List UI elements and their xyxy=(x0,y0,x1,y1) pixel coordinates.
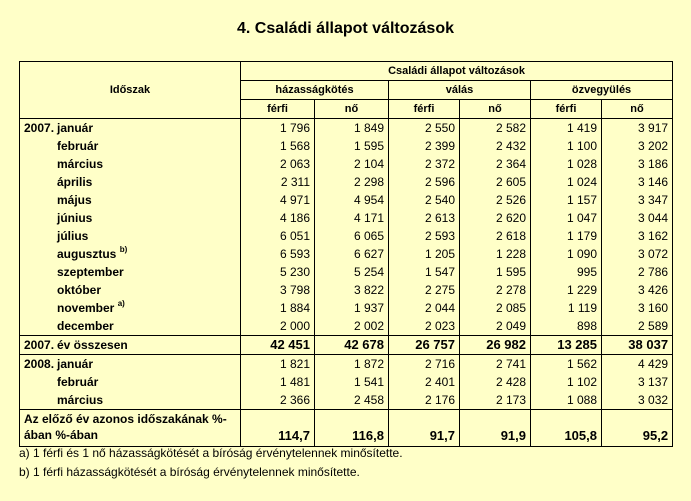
table-cell: 91,9 xyxy=(460,410,531,447)
row-label xyxy=(20,209,241,227)
table-row xyxy=(20,391,673,410)
table-cell: 3 044 xyxy=(602,209,673,227)
table-cell: 3 162 xyxy=(602,227,673,245)
table-cell: 2 176 xyxy=(389,391,460,410)
row-month: március xyxy=(57,393,104,407)
table-cell: 1 562 xyxy=(531,355,602,374)
row-month: március xyxy=(57,157,104,171)
table-row xyxy=(20,355,673,374)
table-row xyxy=(20,263,673,281)
row-label xyxy=(20,263,241,281)
table-cell: 2 063 xyxy=(241,155,315,173)
row-month: június xyxy=(57,211,93,225)
table-cell: 1 205 xyxy=(389,245,460,263)
row-label xyxy=(20,317,241,336)
sex-header: férfi xyxy=(531,100,602,119)
table-cell: 3 426 xyxy=(602,281,673,299)
table-row xyxy=(20,191,673,209)
table-row xyxy=(20,155,673,173)
table-cell: 2 593 xyxy=(389,227,460,245)
table-cell: 1 595 xyxy=(460,263,531,281)
table-cell: 91,7 xyxy=(389,410,460,447)
table-cell: 1 481 xyxy=(241,373,315,391)
table-row xyxy=(20,119,673,138)
row-label xyxy=(20,391,241,410)
table-cell: 5 230 xyxy=(241,263,315,281)
table-cell: 1 047 xyxy=(531,209,602,227)
table-cell: 3 202 xyxy=(602,137,673,155)
table-cell: 1 541 xyxy=(315,373,389,391)
sex-header: nő xyxy=(460,100,531,119)
row-month: május xyxy=(57,193,92,207)
row-label xyxy=(20,227,241,245)
footnotes xyxy=(19,444,403,482)
table-cell: 2 596 xyxy=(389,173,460,191)
row-month: január xyxy=(57,121,94,135)
sex-header: nő xyxy=(315,100,389,119)
table-cell: 5 254 xyxy=(315,263,389,281)
table-cell: 26 982 xyxy=(460,336,531,355)
table-cell: 1 228 xyxy=(460,245,531,263)
table-cell: 13 285 xyxy=(531,336,602,355)
table-cell: 2 104 xyxy=(315,155,389,173)
row-label xyxy=(20,155,241,173)
sex-header: nő xyxy=(602,100,673,119)
footnote-b: b) 1 férfi házasságkötését a bíróság érvénytelennek minősítette. xyxy=(19,465,360,479)
table-cell: 3 137 xyxy=(602,373,673,391)
table-cell: 1 547 xyxy=(389,263,460,281)
footnote-marker: a) xyxy=(117,299,125,308)
table-cell: 2 613 xyxy=(389,209,460,227)
table-cell: 1 849 xyxy=(315,119,389,138)
footnote-a: a) 1 férfi és 1 nő házasságkötését a bíróság érvénytelennek minősítette. xyxy=(19,446,403,460)
row-year: 2007. xyxy=(24,338,55,352)
table-cell: 2 428 xyxy=(460,373,531,391)
table-cell: 1 088 xyxy=(531,391,602,410)
table-cell: 26 757 xyxy=(389,336,460,355)
row-label xyxy=(20,245,241,263)
category-header-widowhood: özvegyülés xyxy=(531,81,673,100)
table-cell: 1 102 xyxy=(531,373,602,391)
category-header-divorce: válás xyxy=(389,81,531,100)
table-cell: 2 605 xyxy=(460,173,531,191)
table-cell: 95,2 xyxy=(602,410,673,447)
row-month: április xyxy=(57,175,93,189)
table-cell: 1 119 xyxy=(531,299,602,317)
table-cell: 2 298 xyxy=(315,173,389,191)
table-cell: 6 051 xyxy=(241,227,315,245)
marital-status-table xyxy=(19,61,673,447)
category-header-marriage: házasságkötés xyxy=(241,81,389,100)
row-month: február xyxy=(57,139,99,153)
row-label xyxy=(20,281,241,299)
table-row xyxy=(20,410,673,447)
row-label xyxy=(20,173,241,191)
table-cell: 1 884 xyxy=(241,299,315,317)
row-year: 2008. xyxy=(24,357,55,371)
table-cell: 4 954 xyxy=(315,191,389,209)
table-row xyxy=(20,336,673,355)
table-cell: 2 526 xyxy=(460,191,531,209)
table-cell: 2 540 xyxy=(389,191,460,209)
table-cell: 2 311 xyxy=(241,173,315,191)
table-cell: 2 618 xyxy=(460,227,531,245)
table-row xyxy=(20,317,673,336)
group-header: Családi állapot változások xyxy=(241,62,673,81)
table-cell: 116,8 xyxy=(315,410,389,447)
table-cell: 3 072 xyxy=(602,245,673,263)
table-cell: 1 595 xyxy=(315,137,389,155)
table-cell: 6 065 xyxy=(315,227,389,245)
table-cell: 2 550 xyxy=(389,119,460,138)
table-cell: 4 171 xyxy=(315,209,389,227)
pct-row-label: Az előző év azonos időszakának %-ában %-ában xyxy=(20,410,241,447)
table-cell: 3 186 xyxy=(602,155,673,173)
table-cell: 6 593 xyxy=(241,245,315,263)
table-cell: 1 937 xyxy=(315,299,389,317)
table-cell: 2 002 xyxy=(315,317,389,336)
row-month: augusztus xyxy=(57,247,117,261)
table-cell: 105,8 xyxy=(531,410,602,447)
table-cell: 2 786 xyxy=(602,263,673,281)
table-row xyxy=(20,373,673,391)
table-cell: 4 186 xyxy=(241,209,315,227)
table-cell: 1 229 xyxy=(531,281,602,299)
table-cell: 2 399 xyxy=(389,137,460,155)
row-label xyxy=(20,355,241,374)
table-row xyxy=(20,137,673,155)
sex-header: férfi xyxy=(389,100,460,119)
table-cell: 2 372 xyxy=(389,155,460,173)
table-cell: 1 872 xyxy=(315,355,389,374)
row-month: szeptember xyxy=(57,265,124,279)
table-cell: 3 160 xyxy=(602,299,673,317)
footnote-marker: b) xyxy=(119,245,128,254)
table-cell: 38 037 xyxy=(602,336,673,355)
table-row xyxy=(20,173,673,191)
table-cell: 2 620 xyxy=(460,209,531,227)
table-cell: 2 173 xyxy=(460,391,531,410)
row-month: január xyxy=(57,357,94,371)
table-cell: 1 157 xyxy=(531,191,602,209)
table-cell: 4 429 xyxy=(602,355,673,374)
row-label xyxy=(20,336,241,355)
table-cell: 2 366 xyxy=(241,391,315,410)
table-cell: 3 798 xyxy=(241,281,315,299)
row-month: november xyxy=(57,301,115,315)
table-cell: 1 090 xyxy=(531,245,602,263)
table-cell: 2 085 xyxy=(460,299,531,317)
table-cell: 2 364 xyxy=(460,155,531,173)
table-cell: 114,7 xyxy=(241,410,315,447)
table-row xyxy=(20,227,673,245)
table-cell: 1 568 xyxy=(241,137,315,155)
table-cell: 2 589 xyxy=(602,317,673,336)
table-cell: 3 347 xyxy=(602,191,673,209)
sex-header: férfi xyxy=(241,100,315,119)
row-month: október xyxy=(57,283,102,297)
row-label xyxy=(20,373,241,391)
table-cell: 4 971 xyxy=(241,191,315,209)
table-cell: 2 275 xyxy=(389,281,460,299)
table-cell: 898 xyxy=(531,317,602,336)
table-cell: 2 023 xyxy=(389,317,460,336)
row-label xyxy=(20,191,241,209)
row-month: év összesen xyxy=(57,338,128,352)
table-row xyxy=(20,245,673,263)
table-cell: 1 028 xyxy=(531,155,602,173)
row-label xyxy=(20,119,241,138)
table-cell: 3 032 xyxy=(602,391,673,410)
row-month: december xyxy=(57,319,114,333)
table-row xyxy=(20,299,673,317)
table-cell: 1 179 xyxy=(531,227,602,245)
row-month: február xyxy=(57,375,99,389)
table-cell: 2 044 xyxy=(389,299,460,317)
table-cell: 1 024 xyxy=(531,173,602,191)
table-cell: 995 xyxy=(531,263,602,281)
table-cell: 3 917 xyxy=(602,119,673,138)
table-cell: 42 678 xyxy=(315,336,389,355)
table-cell: 2 278 xyxy=(460,281,531,299)
table-cell: 2 582 xyxy=(460,119,531,138)
row-year: 2007. xyxy=(24,121,55,135)
table-cell: 42 451 xyxy=(241,336,315,355)
table-cell: 2 716 xyxy=(389,355,460,374)
table-cell: 1 419 xyxy=(531,119,602,138)
table-cell: 1 821 xyxy=(241,355,315,374)
table-cell: 1 100 xyxy=(531,137,602,155)
table-row xyxy=(20,209,673,227)
period-header: Időszak xyxy=(20,62,241,119)
table-row xyxy=(20,281,673,299)
table-cell: 1 796 xyxy=(241,119,315,138)
table-cell: 2 049 xyxy=(460,317,531,336)
row-label xyxy=(20,137,241,155)
page-title: 4. Családi állapot változások xyxy=(237,20,454,37)
table-cell: 2 458 xyxy=(315,391,389,410)
table-cell: 2 401 xyxy=(389,373,460,391)
table-cell: 2 000 xyxy=(241,317,315,336)
row-month: július xyxy=(57,229,89,243)
table-cell: 6 627 xyxy=(315,245,389,263)
table-cell: 2 432 xyxy=(460,137,531,155)
table-cell: 2 741 xyxy=(460,355,531,374)
table-cell: 3 146 xyxy=(602,173,673,191)
table-cell: 3 822 xyxy=(315,281,389,299)
row-label xyxy=(20,299,241,317)
